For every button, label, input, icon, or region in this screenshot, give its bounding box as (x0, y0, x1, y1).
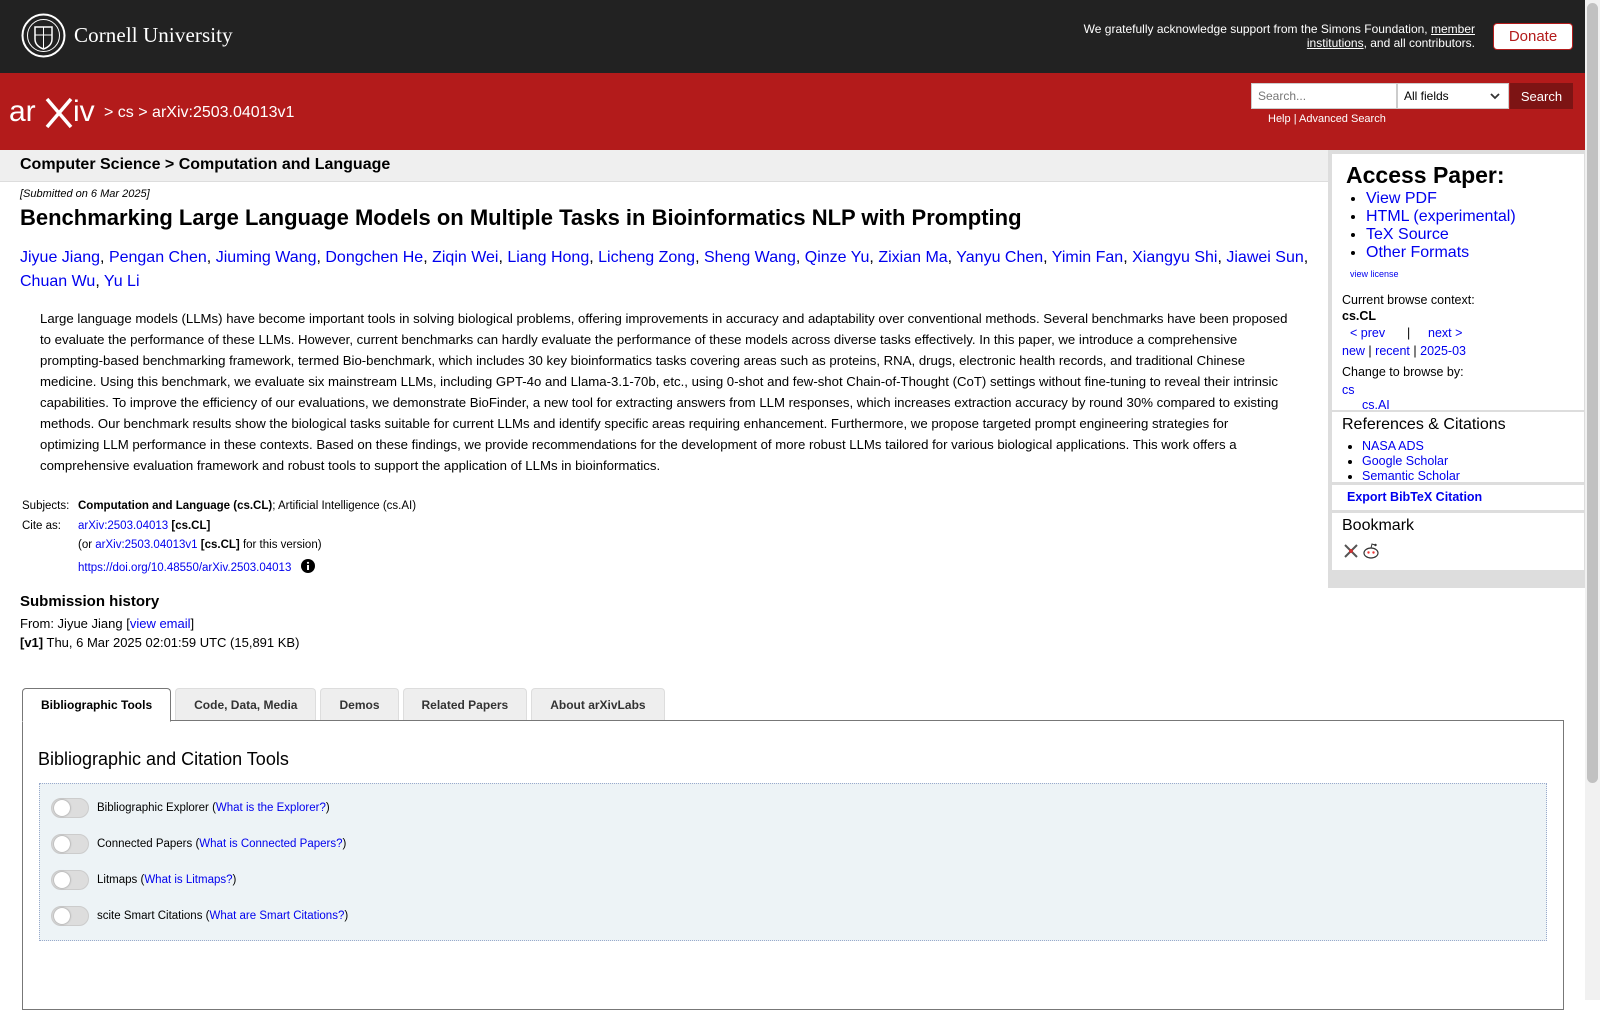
submission-history-title: Submission history (20, 593, 160, 610)
tool-help-link[interactable]: What is the Explorer? (215, 802, 326, 814)
breadcrumb: > cs > arXiv:2503.04013v1 (104, 104, 295, 121)
toggle-switch[interactable] (51, 870, 89, 890)
advanced-search-link[interactable]: Advanced Search (1299, 113, 1386, 125)
subjects-label: Subjects: (22, 500, 70, 512)
author-link[interactable]: Dongchen He (325, 249, 424, 266)
tab-demos[interactable]: Demos (320, 688, 398, 720)
university-name: Cornell University (74, 23, 233, 47)
tab-code-data-media[interactable]: Code, Data, Media (175, 688, 316, 720)
scrollbar-thumb[interactable] (1587, 3, 1598, 783)
doi-link[interactable]: https://doi.org/10.48550/arXiv.2503.04013 (78, 561, 292, 574)
author-link[interactable]: Yanyu Chen (956, 249, 1044, 266)
tool-help-link[interactable]: What is Litmaps? (144, 874, 233, 886)
search-field-select[interactable]: All fields (1397, 83, 1509, 109)
breadcrumb-paper-id: arXiv:2503.04013v1 (152, 104, 295, 121)
access-paper-box (1332, 154, 1584, 286)
metadata-table: Subjects: Computation and Language (cs.CL); Artificial Intelligence (cs.AI) Cite as: arXiv:2503.04013 [cs.CL] (or arXiv:2503.04013v1 [cs.CL] for this version) https://doi.org/10.48550/arXiv.2503.04013 (22, 500, 417, 574)
help-link[interactable]: Help (1268, 113, 1291, 125)
toggle-switch[interactable] (51, 798, 89, 818)
author-link[interactable]: Yu Li (103, 273, 140, 290)
author-link[interactable]: Sheng Wang (703, 249, 796, 266)
tab-bibliographic-tools[interactable]: Bibliographic Tools (22, 688, 171, 722)
browse-cs-link[interactable]: cs (1342, 383, 1355, 397)
submitted-date: [Submitted on 6 Mar 2025] (20, 188, 150, 200)
references-title: References & Citations (1342, 416, 1506, 433)
access-links (1346, 190, 1516, 262)
cornell-logo[interactable] (21, 13, 233, 58)
browse-ai-link[interactable]: cs.AI (1362, 398, 1390, 412)
author-link[interactable]: Ziqin Wei (432, 249, 499, 266)
primary-subject: Computation and Language (cs.CL) (78, 500, 273, 512)
tab-related-papers[interactable]: Related Papers (403, 688, 528, 720)
author-link[interactable]: Yimin Fan (1051, 249, 1124, 266)
breadcrumb-cs[interactable]: cs (117, 104, 134, 121)
search-button[interactable]: Search (1510, 83, 1573, 109)
sidebar-lower (1332, 286, 1584, 556)
semantic-scholar-link[interactable]: Semantic Scholar (1362, 469, 1460, 483)
author-link[interactable]: Qinze Yu (804, 249, 870, 266)
member-institutions-link[interactable]: member institutions (1306, 22, 1475, 50)
tab-about-arxivlabs[interactable]: About arXivLabs (531, 688, 664, 720)
bookmark-title: Bookmark (1342, 517, 1415, 534)
author-list: Jiyue Jiang, Pengan Chen, Jiuming Wang, Dongchen He, Ziqin Wei, Liang Hong, Licheng Zong, Sheng Wang, Qinze Yu, Zixian Ma, Yanyu Chen, Yimin Fan, Xiangyu Shi, Jiawei Sun, Chuan Wu, Yu Li (20, 249, 1309, 290)
cite-label: Cite as: (22, 519, 61, 532)
tool-litmaps: Litmaps ( What is Litmaps? ) (51, 870, 236, 890)
bibtex-box (1332, 485, 1584, 510)
author-link[interactable]: Licheng Zong (598, 249, 696, 266)
tool-scite: scite Smart Citations ( What are Smart Citations? ) (51, 906, 348, 926)
html-link[interactable]: HTML (experimental) (1366, 208, 1516, 225)
tool-help-link[interactable]: What is Connected Papers? (199, 838, 343, 850)
labs-tabs (22, 688, 669, 722)
access-title: Access Paper: (1346, 162, 1505, 188)
version-entry: [v1] Thu, 6 Mar 2025 02:01:59 UTC (15,891 KB) (20, 635, 300, 650)
author-link[interactable]: Zixian Ma (878, 249, 948, 266)
tool-connected-papers: Connected Papers ( What is Connected Papers? ) (51, 834, 346, 854)
new-link[interactable]: new (1342, 344, 1365, 358)
svg-text:iv: iv (73, 95, 95, 128)
month-link[interactable]: 2025-03 (1420, 344, 1466, 358)
recent-link[interactable]: recent (1375, 344, 1410, 358)
tex-source-link[interactable]: TeX Source (1366, 226, 1449, 243)
chevron-down-icon (1489, 90, 1501, 102)
info-icon[interactable] (301, 559, 315, 573)
submission-from: From: Jiyue Jiang [view email] (20, 616, 195, 631)
search-input[interactable]: Search... (1251, 83, 1397, 109)
author-link[interactable]: Jiuming Wang (215, 249, 317, 266)
author-link[interactable]: Liang Hong (507, 249, 590, 266)
arxiv-logo-icon[interactable] (9, 93, 101, 133)
page-scrollbar[interactable] (1585, 0, 1600, 1000)
other-formats-link[interactable]: Other Formats (1366, 244, 1470, 261)
abstract: Large language models (LLMs) have become important tools in solving biological problems, offering improvements in accuracy and adaptability over conventional methods. Several benchmarks have been proposed to evaluate the performance of these LLMs. However, current benchmarks can hardly evaluate the performance of these models across diverse tasks effectively. In this paper, we introduce a comprehensive prompting-based benchmarking framework, termed Bio-benchmark, which includes 30 key bioinformatics tasks covering areas such as proteins, RNA, drugs, electronic health records, and traditional Chinese medicine. Using this benchmark, we evaluate six mainstream LLMs, including GPT-4o and Llama-3.1-70b, etc., using 0-shot and few-shot Chain-of-Thought (CoT) settings without fine-tuning to reveal their intrinsic capabilities. To improve the efficiency of our evaluations, we demonstrate BioFinder, a new tool for extracting answers from LLM responses, which increases extraction accuracy by round 30% compared to existing methods. Our benchmark results show the biological tasks suitable for current LLMs and identify specific areas requiring enhancement. Furthermore, we propose targeted prompt engineering strategies for optimizing LLM performance in these contexts. Based on these findings, we provide recommendations for the development of more robust LLMs tailored for various biological applications. This work offers a comprehensive evaluation framework and robust tools to support the application of LLMs in bioinformatics. (40, 311, 1288, 473)
tool-help-link[interactable]: What are Smart Citations? (209, 910, 345, 922)
svg-text:ar: ar (9, 95, 36, 128)
arxiv-header (0, 73, 1585, 150)
secondary-subject: ; Artificial Intelligence (cs.AI) (272, 500, 417, 512)
paper-title: Benchmarking Large Language Models on Multiple Tasks in Bioinformatics NLP with Prompting (20, 205, 1022, 230)
subject-heading: Computer Science > Computation and Language (20, 156, 391, 173)
author-link[interactable]: Xiangyu Shi (1132, 249, 1218, 266)
google-scholar-link[interactable]: Google Scholar (1362, 454, 1449, 468)
subject-bar (0, 150, 1328, 182)
author-link[interactable]: Jiawei Sun (1226, 249, 1304, 266)
tool-bibliographic-explorer: Bibliographic Explorer ( What is the Explorer? ) (51, 798, 330, 818)
tools-list (39, 783, 1547, 941)
tools-title: Bibliographic and Citation Tools (38, 749, 289, 769)
donate-button[interactable]: Donate (1493, 23, 1573, 50)
cite-id-link[interactable]: arXiv:2503.04013 (78, 519, 169, 532)
toggle-switch[interactable] (51, 906, 89, 926)
context-value: cs.CL (1342, 309, 1377, 323)
sidebar (1328, 150, 1586, 588)
reddit-icon[interactable] (1362, 542, 1380, 560)
view-license-link[interactable]: view license (1350, 269, 1399, 279)
cornell-header (0, 0, 1585, 73)
author-link[interactable]: Pengan Chen (108, 249, 207, 266)
author-link[interactable]: Chuan Wu (20, 273, 96, 290)
support-acknowledgement: We gratefully acknowledge support from the Simons Foundation, member institutions, and all contributors. (1083, 22, 1475, 50)
next-link[interactable]: next > (1428, 326, 1463, 340)
version-label: [v1] (20, 635, 44, 650)
references-box (1332, 412, 1584, 482)
tab-panel (22, 720, 1564, 1010)
prev-link[interactable]: < prev (1350, 326, 1386, 340)
author-link[interactable]: Jiyue Jiang (20, 249, 101, 266)
bookmark-box (1332, 513, 1584, 570)
cornell-seal-icon (21, 13, 66, 58)
toggle-switch[interactable] (51, 834, 89, 854)
nasa-ads-link[interactable]: NASA ADS (1362, 439, 1424, 453)
version-id-link[interactable]: arXiv:2503.04013v1 (95, 539, 198, 551)
view-pdf-link[interactable]: View PDF (1366, 190, 1437, 207)
view-email-link[interactable]: view email (129, 616, 191, 631)
help-links: Help | Advanced Search (1268, 113, 1386, 125)
browse-context: Current browse context: cs.CL < prev | next > new | recent | 2025-03 Change to browse by: cs cs.AI (1332, 286, 1584, 410)
export-bibtex-link[interactable]: Export BibTeX Citation (1347, 490, 1483, 504)
bibsonomy-icon[interactable] (1342, 542, 1360, 560)
